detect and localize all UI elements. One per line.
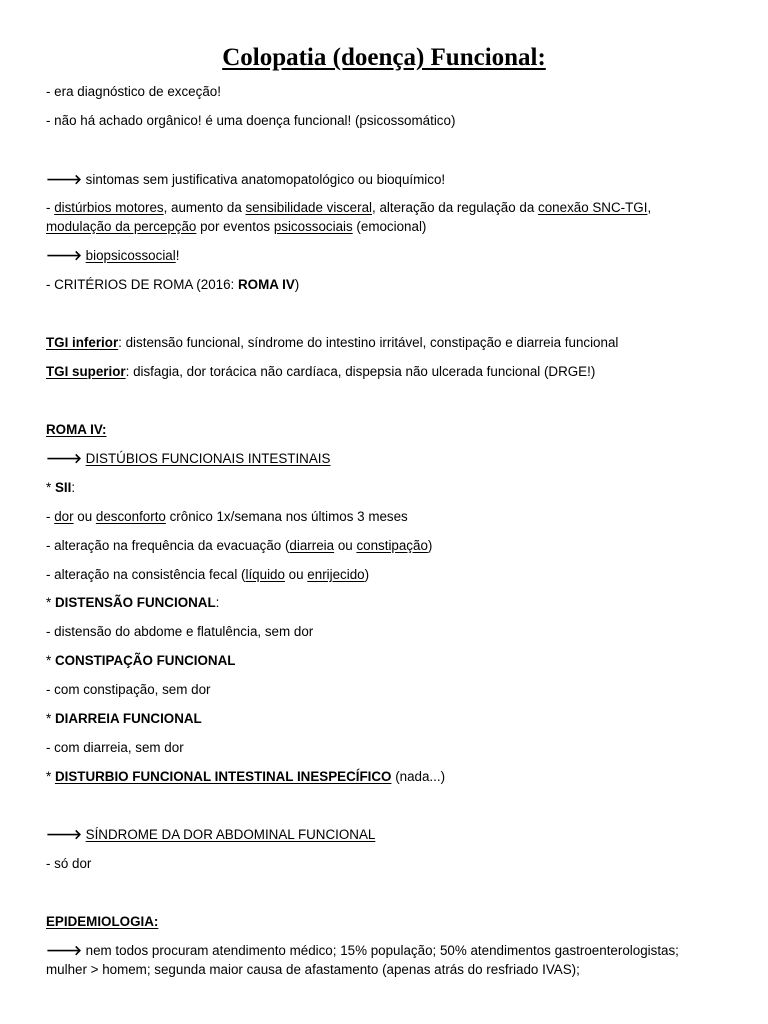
text-line: TGI superior: disfagia, dor torácica não cardíaca, dispepsia não ulcerada funcional (DRGE!) [46, 364, 596, 379]
text-line: modulação da percepção por eventos psicossociais (emocional) [46, 219, 427, 234]
text-line: * CONSTIPAÇÃO FUNCIONAL [46, 653, 236, 668]
text-line: 🡒 nem todos procuram atendimento médico; 15% população; 50% atendimentos gastroenterologistas; [46, 943, 679, 958]
text-line: - alteração na frequência da evacuação (diarreia ou constipação) [46, 538, 433, 553]
arrow-icon: 🡒 [46, 248, 82, 263]
text-line: * SII: [46, 480, 76, 495]
arrow-icon: 🡒 [46, 172, 82, 187]
text-line: TGI inferior: distensão funcional, síndrome do intestino irritável, constipação e diarreia funcional [46, 335, 619, 350]
text-line: - distensão do abdome e flatulência, sem dor [46, 624, 314, 639]
text-line: - só dor [46, 856, 92, 871]
text-line: mulher > homem; segunda maior causa de afastamento (apenas atrás do resfriado IVAS); [46, 962, 580, 977]
text-line: - com constipação, sem dor [46, 682, 211, 697]
text-line: * DISTURBIO FUNCIONAL INTESTINAL INESPECÍFICO (nada...) [46, 769, 446, 784]
arrow-icon: 🡒 [46, 451, 82, 466]
text-line: * DISTENSÃO FUNCIONAL: [46, 595, 220, 610]
text-line: - dor ou desconforto crônico 1x/semana nos últimos 3 meses [46, 509, 408, 524]
text-line: 🡒 DISTÚBIOS FUNCIONAIS INTESTINAIS [46, 451, 331, 466]
text-line: - era diagnóstico de exceção! [46, 84, 221, 99]
text-line: 🡒 biopsicossocial! [46, 248, 180, 263]
text-line: - com diarreia, sem dor [46, 740, 184, 755]
section-heading: ROMA IV: [46, 422, 107, 437]
section-heading: EPIDEMIOLOGIA: [46, 914, 159, 929]
arrow-icon: 🡒 [46, 827, 82, 842]
text-line: * DIARREIA FUNCIONAL [46, 711, 202, 726]
arrow-icon: 🡒 [46, 943, 82, 958]
page-title: Colopatia (doença) Funcional: [222, 44, 546, 71]
text-line: 🡒 sintomas sem justificativa anatomopatológico ou bioquímico! [46, 172, 446, 187]
text-line: 🡒 SÍNDROME DA DOR ABDOMINAL FUNCIONAL [46, 827, 376, 842]
text-line: - CRITÉRIOS DE ROMA (2016: ROMA IV) [46, 277, 300, 292]
text-line: - não há achado orgânico! é uma doença funcional! (psicossomático) [46, 113, 456, 128]
text-line: - alteração na consistência fecal (líquido ou enrijecido) [46, 567, 370, 582]
text-line: - distúrbios motores, aumento da sensibilidade visceral, alteração da regulação da conexão SNC-TGI, [46, 200, 652, 215]
